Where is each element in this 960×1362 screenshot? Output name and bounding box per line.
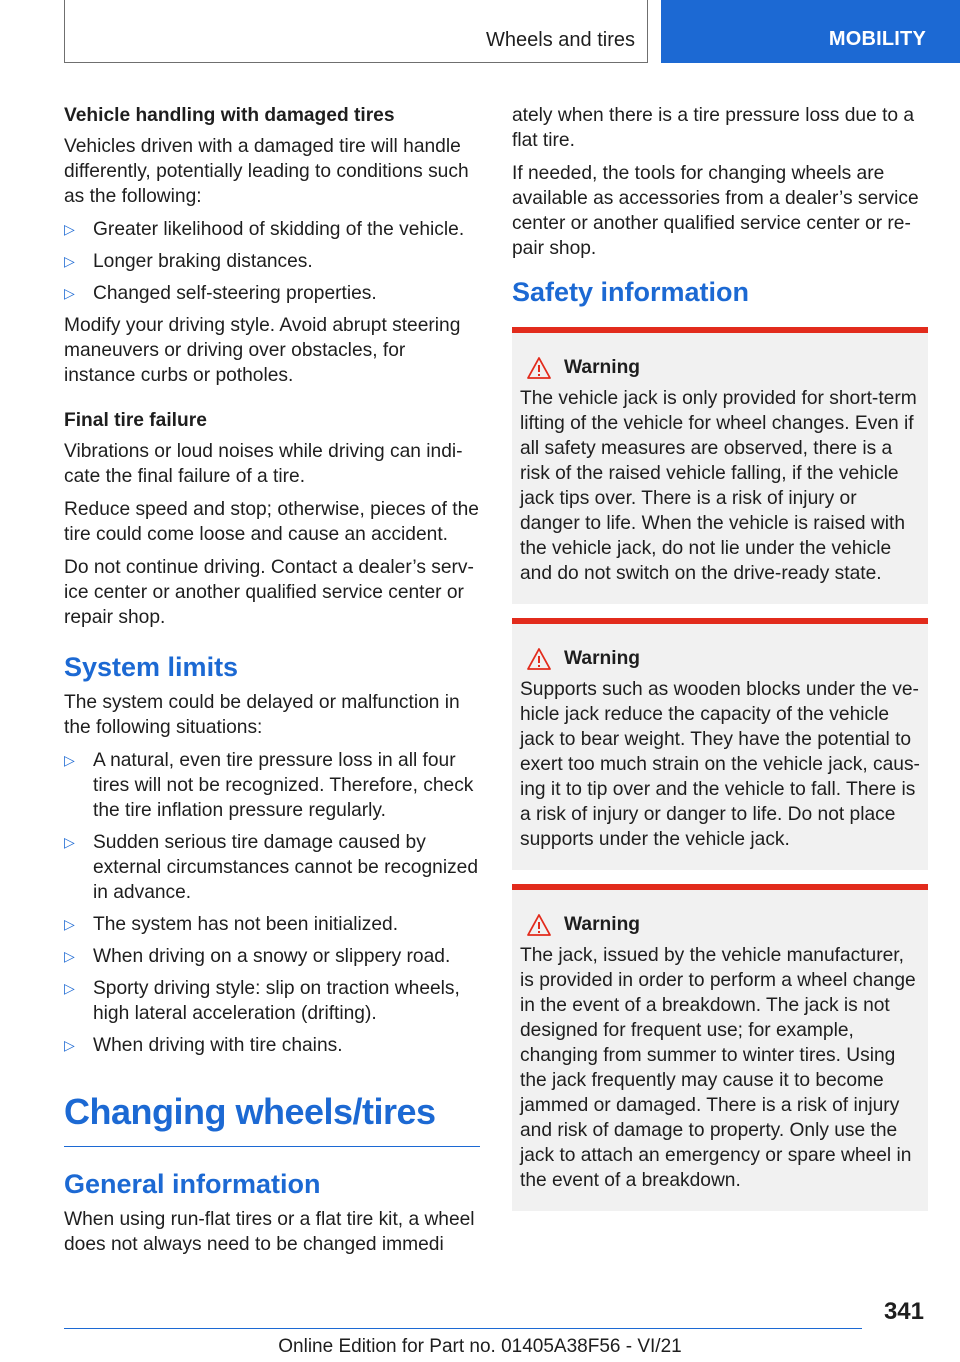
general-paragraph-continued: ately when there is a tire pressure loss due to a flat tire. [512, 105, 915, 151]
limits-intro: The system could be delayed or malfunction in the following situations: [64, 692, 460, 738]
warning-text: The vehicle jack is only provided for short-term lifting of the vehicle for wheel changes. Even if all safety measures are observed, there is a risk of the raised vehicle falling, if the vehicle jack tips over. There is a risk of injury or danger to life. When the vehicle is raised with the vehicle jack, do not lie under the vehicle and do not switch on the drive-ready state. [520, 388, 917, 584]
warning-triangle-icon [526, 356, 552, 380]
edition-footer: Online Edition for Part no. 01405A38F56 - VI/21 [278, 1336, 682, 1357]
page-number: 341 [883, 1298, 924, 1325]
general-information-heading: General information [64, 1169, 321, 1199]
failure-paragraph: Reduce speed and stop; otherwise, pieces of the tire could come loose and cause an accident. [64, 499, 479, 545]
warning-box [512, 618, 928, 870]
general-paragraph: If needed, the tools for changing wheels are available as accessories from a dealer’s service center or another qualified service center or repair shop. [512, 163, 919, 259]
list-item: ▷ Sporty driving style: slip on traction wheels, high lateral acceleration (drifting). [64, 978, 460, 1024]
list-item: ▷ When driving on a snowy or slippery road. [64, 946, 451, 967]
bullet-icon: ▷ [64, 916, 75, 932]
chapter-tab-label: MOBILITY [828, 28, 926, 50]
list-item: ▷ A natural, even tire pressure loss in all four tires will not be recognized. Therefore, check the tire inflation pressure regularly. [64, 750, 474, 821]
list-item: ▷ Longer braking distances. [64, 251, 313, 272]
handling-advice: Modify your driving style. Avoid abrupt steering maneuvers or driving over obstacles, for instance curbs or potholes. [64, 315, 461, 386]
list-item: ▷ Greater likelihood of skidding of the vehicle. [64, 219, 465, 240]
handling-heading: Vehicle handling with damaged tires [64, 105, 395, 126]
general-paragraph: When using run-flat tires or a flat tire kit, a wheel does not always need to be changed immedi [64, 1209, 475, 1255]
bullet-icon: ▷ [64, 980, 75, 996]
handling-list [64, 217, 480, 306]
list-item: ▷ When driving with tire chains. [64, 1035, 343, 1056]
changing-wheels-heading: Changing wheels/tires [64, 1092, 480, 1147]
warning-triangle-icon [526, 913, 552, 937]
warning-title: Warning [564, 648, 641, 669]
section-title: Wheels and tires [486, 29, 635, 51]
bullet-icon: ▷ [64, 948, 75, 964]
limits-list [64, 748, 480, 1058]
failure-paragraph: Vibrations or loud noises while driving can indicate the final failure of a tire. [64, 441, 463, 487]
right-column [512, 103, 928, 1225]
list-item: ▷ The system has not been initialized. [64, 914, 399, 935]
warning-box [512, 327, 928, 604]
safety-information-heading: Safety information [512, 277, 750, 307]
list-item: ▷ Changed self-steering properties. [64, 283, 377, 304]
failure-paragraph: Do not continue driving. Contact a dealer’s service center or another qualified service center or repair shop. [64, 557, 474, 628]
failure-heading: Final tire failure [64, 410, 207, 431]
bullet-icon: ▷ [64, 285, 75, 301]
list-item: ▷ Sudden serious tire damage caused by external circumstances cannot be recognized in advance. [64, 832, 479, 903]
header-section-box [64, 0, 648, 63]
warning-text: Supports such as wooden blocks under the vehicle jack reduce the capacity of the vehicle jack to bear weight. They have the potential to exert too much strain on the vehicle jack, causing it to tip over and the vehicle to fall. There is a risk of injury or danger to life. Do not place supports under the vehicle jack. [520, 679, 920, 850]
warning-triangle-icon [526, 647, 552, 671]
bullet-icon: ▷ [64, 1037, 75, 1053]
warning-box [512, 884, 928, 1211]
system-limits-heading: System limits [64, 652, 239, 682]
warning-text: The jack, issued by the vehicle manufacturer, is provided in order to perform a wheel change in the event of a breakdown. The jack is not designed for frequent use; for example, changing from summer to winter tires. Using the jack frequently may cause it to become jammed or damaged. There is a risk of injury and risk of damage to property. Only use the jack to attach an emergency or spare wheel in the event of a breakdown. [520, 945, 916, 1191]
bullet-icon: ▷ [64, 752, 75, 768]
bullet-icon: ▷ [64, 253, 75, 269]
chapter-tab[interactable] [661, 0, 960, 63]
warning-title: Warning [564, 357, 641, 378]
left-column [64, 103, 480, 1265]
bullet-icon: ▷ [64, 834, 75, 850]
footer-divider [64, 1328, 862, 1329]
handling-intro: Vehicles driven with a damaged tire will handle differently, potentially leading to conditions such as the following: [64, 136, 469, 207]
bullet-icon: ▷ [64, 221, 75, 237]
warning-title: Warning [564, 914, 641, 935]
